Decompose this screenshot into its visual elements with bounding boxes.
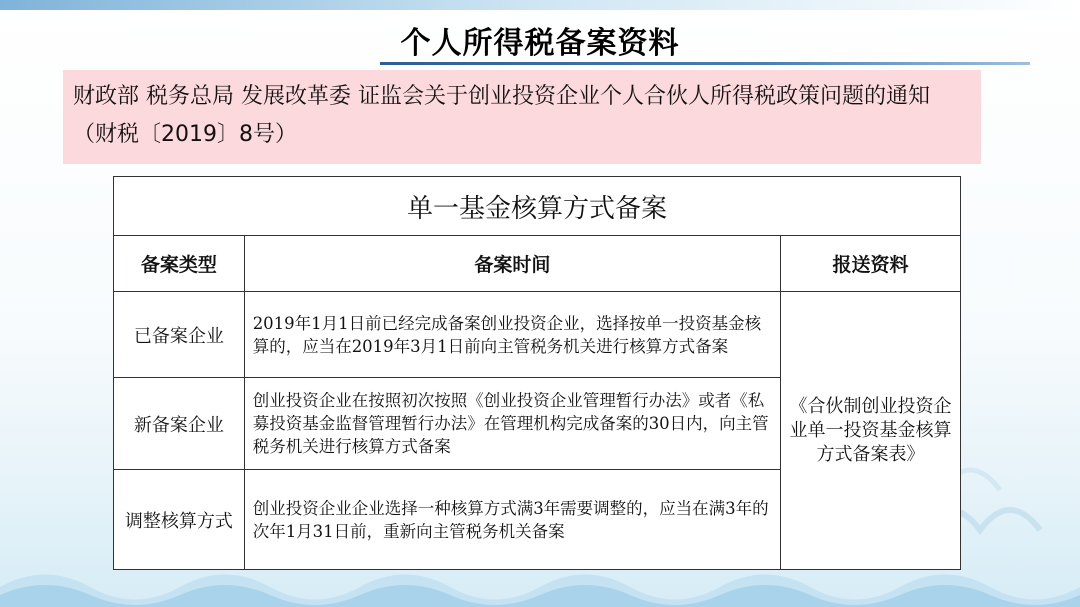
filing-table (113, 176, 961, 570)
row-filing-type: 新备案企业 (114, 378, 245, 470)
table-header-row (114, 236, 961, 292)
header-filing-type: 备案类型 (114, 236, 245, 292)
row-filing-type: 已备案企业 (114, 292, 245, 378)
row-filing-time: 2019年1月1日前已经完成备案创业投资企业，选择按单一投资基金核算的，应当在2019年3月1日前向主管税务机关进行核算方式备案 (244, 292, 780, 378)
table-row (114, 292, 961, 378)
title-underline (380, 62, 1030, 65)
top-stripe (0, 0, 1080, 10)
row-filing-time: 创业投资企业在按照初次按照《创业投资企业管理暂行办法》或者《私募投资基金监督管理暂行办法》在管理机构完成备案的30日内，向主管税务机关进行核算方式备案 (244, 378, 780, 470)
header-filing-time: 备案时间 (244, 236, 780, 292)
page-title: 个人所得税备案资料 (400, 26, 680, 61)
row-filing-type: 调整核算方式 (114, 470, 245, 570)
row-filing-time: 创业投资企业企业选择一种核算方式满3年需要调整的，应当在满3年的次年1月31日前，重新向主管税务机关备案 (244, 470, 780, 570)
submitted-documents-cell: 《合伙制创业投资企业单一投资基金核算方式备案表》 (781, 292, 961, 570)
table-caption: 单一基金核算方式备案 (114, 177, 961, 236)
header-submitted-documents: 报送资料 (781, 236, 961, 292)
policy-notice: 财政部 税务总局 发展改革委 证监会关于创业投资企业个人合伙人所得税政策问题的通知（财税〔2019〕8号） (63, 70, 981, 164)
